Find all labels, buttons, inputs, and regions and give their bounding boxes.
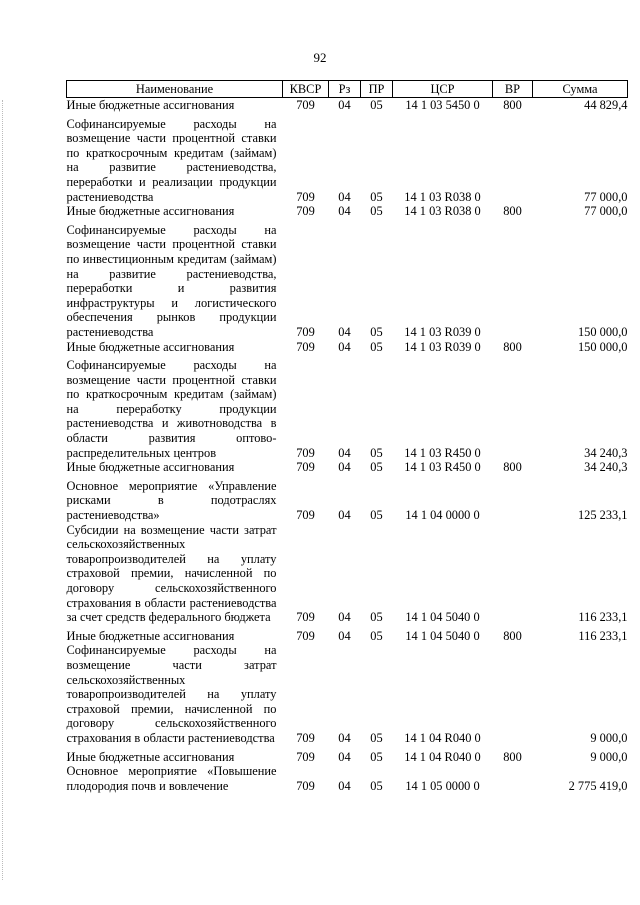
cell-sum: 116 233,1 — [578, 610, 628, 625]
cell-vr — [493, 643, 533, 745]
cell-csr: 14 1 03 5450 0 — [405, 98, 480, 112]
cell-kvsr: 709 — [296, 778, 315, 793]
cell-kvsr: 709 — [296, 749, 315, 764]
cell-name: Основное мероприятие «Управление рисками в подотраслях растениеводства» — [66, 478, 277, 523]
cell-kvsr: 709 — [296, 445, 315, 460]
cell-rz: 04 — [338, 508, 351, 523]
cell-name: Иные бюджетные ассигнования — [66, 628, 235, 643]
cell-sum: 9 000,0 — [590, 730, 628, 745]
table-row — [67, 204, 628, 219]
cell-name: Иные бюджетные ассигнования — [66, 460, 235, 475]
cell-kvsr: 709 — [296, 508, 315, 523]
cell-pr: 05 — [370, 324, 383, 339]
cell-vr: 800 — [503, 460, 522, 475]
cell-rz: 04 — [338, 610, 351, 625]
cell-name: Субсидии на возмещение части затрат сельскохозяйственных товаропроизводителей на уплату страховой премии, начисленной по договору сельскохозяйственного страхования в области растениеводства за счет средств федерального бюджета — [66, 522, 277, 625]
cell-vr — [493, 219, 533, 340]
cell-vr: 800 — [503, 98, 522, 112]
cell-name: Основное мероприятие «Повышение плодородия почв и вовлечение — [66, 764, 277, 793]
cell-name: Иные бюджетные ассигнования — [66, 749, 235, 764]
cell-kvsr: 709 — [296, 730, 315, 745]
cell-rz: 04 — [338, 324, 351, 339]
cell-csr: 14 1 03 R038 0 — [404, 189, 481, 204]
cell-csr: 14 1 04 R040 0 — [404, 749, 481, 764]
cell-rz: 04 — [338, 189, 351, 204]
cell-pr: 05 — [370, 98, 383, 112]
cell-pr: 05 — [370, 189, 383, 204]
cell-kvsr: 709 — [296, 189, 315, 204]
cell-vr: 800 — [503, 749, 522, 764]
cell-name: Софинансируемые расходы на возмещение части затрат сельскохозяйственных товаропроизводителей на уплату страховой премии, начисленной по договору сельскохозяйственного страхования в области растениеводства — [66, 643, 277, 745]
cell-pr: 05 — [370, 445, 383, 460]
table-row — [67, 354, 628, 460]
cell-sum: 150 000,0 — [577, 339, 628, 354]
cell-rz: 04 — [338, 749, 351, 764]
cell-sum: 77 000,0 — [584, 204, 628, 219]
column-header-csr: ЦСР — [393, 81, 493, 98]
cell-vr: 800 — [503, 339, 522, 354]
cell-pr: 05 — [370, 339, 383, 354]
cell-sum: 34 240,3 — [584, 460, 628, 475]
cell-rz: 04 — [338, 460, 351, 475]
cell-pr: 05 — [370, 508, 383, 523]
table-row — [67, 475, 628, 523]
cell-pr: 05 — [370, 610, 383, 625]
table-body — [67, 98, 628, 794]
column-header-rz: Рз — [329, 81, 361, 98]
cell-csr: 14 1 04 R040 0 — [404, 730, 481, 745]
cell-csr: 14 1 04 0000 0 — [405, 508, 480, 523]
column-header-vr: ВР — [493, 81, 533, 98]
cell-csr: 14 1 03 R450 0 — [404, 445, 481, 460]
cell-kvsr: 709 — [296, 460, 315, 475]
column-header-pr: ПР — [361, 81, 393, 98]
cell-name: Иные бюджетные ассигнования — [66, 339, 235, 354]
cell-sum: 2 775 419,0 — [568, 778, 628, 793]
cell-kvsr: 709 — [296, 204, 315, 219]
cell-pr: 05 — [370, 204, 383, 219]
cell-kvsr: 709 — [296, 628, 315, 643]
cell-rz: 04 — [338, 204, 351, 219]
cell-rz: 04 — [338, 339, 351, 354]
cell-name: Софинансируемые расходы на возмещение части процентной ставки по инвестиционным кредитам (займам) на развитие растениеводства, переработки и развития инфраструктуры и логистического обеспечения рынков продукции растениеводства — [66, 222, 277, 339]
table-row — [67, 460, 628, 475]
cell-name: Софинансируемые расходы на возмещение части процентной ставки по краткосрочным кредитам (займам) на переработку продукции растениеводства и животноводства в области развития оптово-распределительных центров — [66, 358, 277, 460]
table-row — [67, 340, 628, 355]
table-header-row — [67, 81, 628, 98]
cell-csr: 14 1 03 R450 0 — [404, 460, 481, 475]
cell-vr — [493, 764, 533, 793]
cell-sum: 34 240,3 — [584, 445, 628, 460]
cell-rz: 04 — [338, 628, 351, 643]
table-row — [67, 764, 628, 793]
table-row — [67, 113, 628, 205]
column-header-name: Наименование — [67, 81, 283, 98]
cell-sum: 77 000,0 — [584, 189, 628, 204]
cell-sum: 44 829,4 — [584, 98, 628, 112]
table-row — [67, 746, 628, 765]
cell-sum: 150 000,0 — [577, 324, 628, 339]
cell-name: Иные бюджетные ассигнования — [66, 204, 235, 219]
cell-vr — [493, 523, 533, 625]
cell-csr: 14 1 03 R039 0 — [404, 324, 481, 339]
cell-pr: 05 — [370, 749, 383, 764]
cell-kvsr: 709 — [296, 98, 315, 112]
table-row — [67, 625, 628, 644]
column-header-kvsr: КВСР — [283, 81, 329, 98]
cell-rz: 04 — [338, 778, 351, 793]
table-row — [67, 219, 628, 340]
cell-kvsr: 709 — [296, 324, 315, 339]
cell-vr: 800 — [503, 204, 522, 219]
cell-rz: 04 — [338, 730, 351, 745]
table-row — [67, 98, 628, 113]
cell-sum: 116 233,1 — [578, 628, 628, 643]
table-row — [67, 643, 628, 745]
cell-vr — [493, 475, 533, 523]
cell-pr: 05 — [370, 628, 383, 643]
cell-pr: 05 — [370, 778, 383, 793]
cell-csr: 14 1 05 0000 0 — [405, 778, 480, 793]
cell-kvsr: 709 — [296, 339, 315, 354]
cell-vr: 800 — [503, 628, 522, 643]
cell-vr — [493, 113, 533, 205]
cell-rz: 04 — [338, 98, 351, 112]
cell-name: Иные бюджетные ассигнования — [66, 98, 235, 112]
cell-vr — [493, 354, 533, 460]
cell-sum: 9 000,0 — [590, 749, 628, 764]
cell-csr: 14 1 03 R039 0 — [404, 339, 481, 354]
cell-rz: 04 — [338, 445, 351, 460]
scan-margin-dots — [2, 100, 4, 880]
cell-kvsr: 709 — [296, 610, 315, 625]
column-header-sum: Сумма — [533, 81, 628, 98]
cell-pr: 05 — [370, 460, 383, 475]
budget-table — [66, 80, 628, 793]
cell-name: Софинансируемые расходы на возмещение части процентной ставки по краткосрочным кредитам (займам) на развитие растениеводства, переработки и реализации продукции растениеводства — [66, 116, 277, 204]
page-number: 92 — [313, 50, 327, 65]
cell-csr: 14 1 04 5040 0 — [405, 628, 480, 643]
cell-csr: 14 1 03 R038 0 — [404, 204, 481, 219]
cell-csr: 14 1 04 5040 0 — [405, 610, 480, 625]
cell-pr: 05 — [370, 730, 383, 745]
table-row — [67, 523, 628, 625]
cell-sum: 125 233,1 — [577, 508, 628, 523]
